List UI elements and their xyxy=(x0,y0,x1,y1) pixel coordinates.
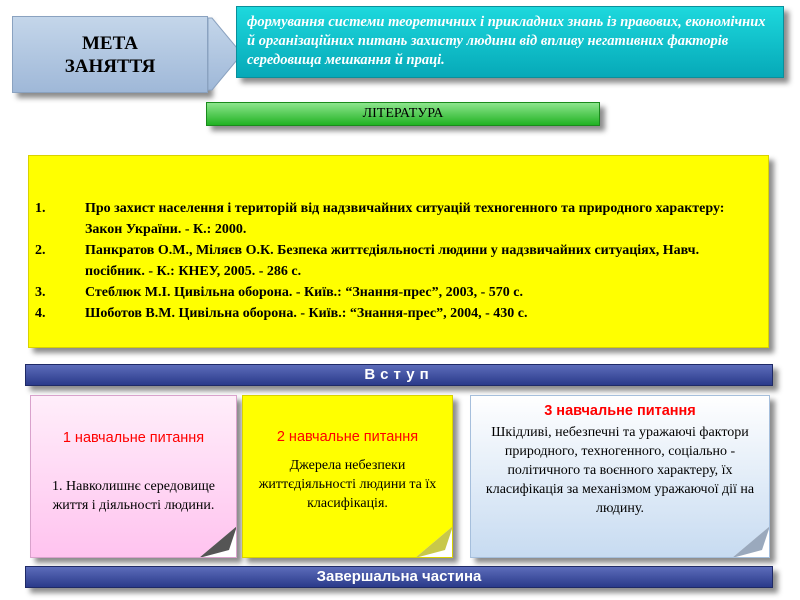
literature-item-text: Про захист населення і територій від надзвичайних ситуацій техногенного та природного характеру: Закон України. - К.: 2000. xyxy=(85,201,725,237)
literature-item-text: Шоботов В.М. Цивільна оборона. - Київ.: “Знання-прес”, 2004, - 430 с. xyxy=(85,306,528,321)
goal-label-line2: ЗАНЯТТЯ xyxy=(64,55,156,77)
goal-label-box xyxy=(12,16,208,93)
topic-card-3 xyxy=(470,395,770,558)
final-part-bar xyxy=(25,566,773,588)
intro-label: Вступ xyxy=(364,366,434,383)
literature-header xyxy=(206,102,600,126)
literature-item-text: Стеблюк М.І. Цивільна оборона. - Київ.: “Знання-прес”, 2003, - 570 с. xyxy=(85,285,523,300)
topic-card-2 xyxy=(242,395,453,558)
intro-bar xyxy=(25,364,773,386)
literature-item-text: Панкратов О.М., Міляєв О.К. Безпека життєдіяльності людини у надзвичайних ситуаціях, Навч. посібник. - К.: КНЕУ, 2005. - 286 с. xyxy=(85,243,700,279)
literature-title: ЛІТЕРАТУРА xyxy=(362,106,444,121)
literature-item-number: 1. xyxy=(35,201,46,216)
page-curl-icon xyxy=(199,526,237,558)
literature-list xyxy=(35,198,755,324)
literature-item xyxy=(35,240,755,282)
topic-3-body: Шкідливі, небезпечні та уражаючі фактори природного, техногенного, соціально - політичного та воєнного характеру, їх класифікація за механізмом уражаючої дії на людину. xyxy=(485,425,755,516)
goal-label-line1: МЕТА xyxy=(81,32,139,54)
topic-2-title: 2 навчальне питання xyxy=(276,429,419,445)
final-part-label: Завершальна частина xyxy=(316,568,482,585)
topic-1-body: 1. Навколишнє середовище життя і діяльності людини. xyxy=(52,479,215,513)
literature-item-number: 3. xyxy=(35,285,46,300)
topic-2-body: Джерела небезпеки життєдіяльності людини та їх класифікація. xyxy=(258,458,437,511)
goal-description-box xyxy=(236,6,784,78)
literature-item-number: 4. xyxy=(35,306,46,321)
topic-1-title: 1 навчальне питання xyxy=(62,430,205,446)
literature-item xyxy=(35,282,755,303)
literature-item xyxy=(35,303,755,324)
goal-description: формування системи теоретичних і прикладних знань із правових, економічних й організаційних питань захисту людини від впливу негативних факторів середовища мешкання й праці. xyxy=(247,14,766,68)
topic-card-1 xyxy=(30,395,237,558)
literature-item-number: 2. xyxy=(35,243,46,258)
topic-3-title: 3 навчальне питання xyxy=(544,403,696,419)
page-curl-icon xyxy=(415,526,453,558)
literature-item xyxy=(35,198,755,240)
literature-box xyxy=(28,155,769,348)
page-curl-icon xyxy=(732,526,770,558)
